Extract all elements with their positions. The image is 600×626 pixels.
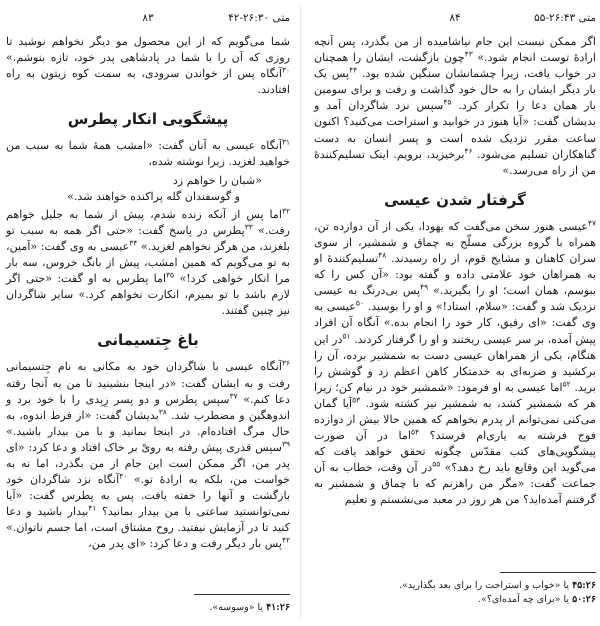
right-footnotes	[314, 572, 596, 607]
left-chapter-ref: متی ۲۶:۳۰-۴۲	[228, 12, 290, 24]
right-body-text	[314, 34, 596, 509]
paragraph: $^{۳۲}$اما پس از آنکه زنده شدم، پیش از شما به جلیل خواهم رفت.» $^{۳۳}$پطرس در پاسخ گفت: «حتی اگر همه به سبب تو بلغزند، من هرگز نخواهم لغزید.» $^{۳۴}$عیسی به وی گفت: «آمین، به تو می‌گویم که همین امشب، پیش از بانگ خروس، سه بار مرا انکار خواهی کرد!» $^{۳۵}$اما پطرس به او گفت: «حتی اگر لازم باشد با تو بمیرم، انکارت نخواهم کرد.» سایر شاگردان نیز چنین گفتند.	[6, 206, 290, 318]
verse-number: ۳۲	[281, 206, 290, 216]
verse-number: ۳۳	[244, 222, 253, 232]
poetry-line: «شبان را خواهم زد	[172, 173, 262, 187]
paragraph: شما می‌گویم که از این محصول مو دیگر نخواهم نوشید تا روزی که آن را با شما در پادشاهی پدر خود، تازه بنوشم.» $^{۳۰}$آنگاه پس از خواندن سرودی، به سمت کوه زیتون به راه افتادند.	[6, 35, 290, 97]
gutter-divider	[300, 6, 301, 618]
verse-number: ۳۵	[166, 270, 175, 280]
verse-number: ۴۷	[587, 218, 596, 228]
poetry-line: و گوسفندان گله پراکنده خواهند شد.»	[67, 189, 240, 203]
left-footnotes	[6, 594, 290, 615]
verse-number: ۴۲	[281, 535, 290, 545]
section-heading: باغ جِتسیمانی	[97, 331, 199, 350]
verse-number: ۵۱	[342, 330, 351, 340]
left-page-number: ۸۳	[142, 12, 154, 24]
verse-number: ۴۵	[443, 97, 452, 107]
verse-number: ۳۰	[281, 65, 290, 75]
verse-number: ۵۴	[410, 427, 420, 437]
left-body-text	[6, 34, 290, 553]
paragraph: اگر ممکن نیست این جام نیاشامیده از من بگذرد، پس آنچه ارادهٔ توست انجام شود.» $^{۴۳}$چون بازگشت، ایشان را همچنان در خواب یافت، زیرا چشمانشان سنگین شده بود. $^{۴۴}$پس یک بار دیگر ایشان را به حال خود گذاشت و رفت و برای سومین بار همان دعا را تکرار کرد. $^{۴۵}$سپس نزد شاگردان آمد و بدیشان گفت: «آیا هنوز در خوابید و استراحت می‌کنید؟ اکنون ساعت مقرر نزدیک شده است و پسر انسان به دست گناهکاران تسلیم می‌شود. $^{۴۶}$برخیزید، برویم. اینک تسلیم‌کنندهٔ من از راه می‌رسد.»	[314, 35, 597, 177]
poetry-quote	[6, 173, 290, 205]
verse-number: ۳۸	[158, 407, 167, 416]
verse-number: ۳۹	[281, 439, 290, 449]
verse-number: ۴۱	[88, 503, 97, 513]
footnote: ۴۵:۲۶ یا «خواب و استراحت را برای بعد بگذارید».	[399, 580, 596, 591]
paragraph: $^{۴۷}$عیسی هنوز سخن می‌گفت که یهودا، یکی از آن دوازده تن، همراه با گروه بزرگی مسلّح به چماق و شمشیر، از سوی سران کاهنان و مشایخ قوم، از راه رسیدند. $^{۴۸}$تسلیم‌کنندهٔ او به همراهان خود علامتی داده و گفته بود: «آن کس را که ببوسم، همان است؛ او را بگیرید.» $^{۴۹}$پس بی‌درنگ به عیسی نزدیک شد و گفت: «سلام، استاد!» و او را بوسید. $^{۵۰}$عیسی به وی گفت: «ای رفیق، کار خود را انجام بده.» آنگاه آن افراد پیش آمده، بر سر عیسی ریختند و او را گرفتار کردند. $^{۵۱}$در این هنگام، یکی از همراهان عیسی دست به شمشیر برده، آن را برکشید و ضربه‌ای به خدمتکار کاهن اعظم زد و گوشش را برید. $^{۵۲}$اما عیسی به او فرمود: «شمشیر خود در نیام کن؛ زیرا هر که شمشیر کشد، به شمشیر نیز کشته شود. $^{۵۳}$آیا گمان می‌کنی نمی‌توانم از پدرم بخواهم که همین حالا بیش از دوازده فوج فرشته به یاری‌ام فرستد؟ $^{۵۴}$اما در آن صورت پیشگویی‌های کتب مقدّس چگونه تحقق خواهد یافت که می‌گوید این وقایع باید رخ دهد؟» $^{۵۵}$در آن وقت، خطاب به آن جماعت گفت: «مگر من راهزنم که با چماق و شمشیر به گرفتنم آمده‌اید؟ من هر روز در معبد می‌نشستم و تعلیم	[314, 218, 597, 507]
left-page	[6, 0, 290, 626]
verse-number: ۵۳	[352, 395, 361, 405]
right-running-head	[314, 10, 596, 26]
verse-number: ۴۸	[378, 250, 387, 260]
paragraph: $^{۳۱}$آنگاه عیسی به آنان گفت: «امشب همهٔ شما به سبب من خواهید لغزید. زیرا نوشته شده،	[6, 137, 290, 169]
left-running-head	[6, 10, 290, 26]
verse-number: ۳۶	[281, 358, 290, 368]
right-page-number: ۸۴	[449, 12, 461, 24]
right-page	[314, 0, 596, 626]
verse-number: ۵۰	[355, 298, 364, 308]
verse-number: ۳۱	[281, 137, 290, 147]
verse-number: ۳۴	[129, 238, 138, 248]
footnote-rule	[500, 572, 596, 573]
verse-number: ۴۴	[349, 65, 358, 75]
footnote: ۴۱:۲۶ یا «وسوسه».	[209, 602, 290, 613]
verse-number: ۵۲	[562, 379, 571, 389]
paragraph: $^{۳۶}$آنگاه عیسی با شاگردان خود به مکانی به نام جِتسیمانی رفت و به ایشان گفت: «در اینجا بنشینید تا من به آنجا رفته دعا کنم.» $^{۳۷}$سپس پطرس و دو پسر زِبِدی را با خود برد و اندوهگین و مضطرب شد. $^{۳۸}$بدیشان گفت: «از فرط اندوه، به حال مرگ افتاده‌ام. در اینجا بمانید و با من بیدار باشید.» $^{۳۹}$سپس قدری پیش رفته به رویْ بر خاک افتاد و دعا کرد: «ای پدر من، اگر ممکن است این جام از من بگذرد، اما نه به خواست من، بلکه به ارادهٔ تو.» $^{۴۰}$آنگاه نزد شاگردان خود بازگشت و آنها را خفته یافت. پس به پطرس گفت: «آیا نمی‌توانستید ساعتی با من بیدار بمانید؟ $^{۴۱}$بیدار باشید و دعا کنید تا در آزمایش نیفتید. روح مشتاق است، اما جسم ناتوان.» $^{۴۲}$پس بار دیگر رفت و دعا کرد: «ای پدر من،	[6, 358, 290, 551]
footnote-rule	[194, 594, 290, 595]
section-heading: گرفتار شدن عیسی	[384, 190, 526, 209]
section-heading: پیشگویی انکار پطرس	[67, 110, 229, 129]
verse-number: ۴۰	[119, 471, 128, 481]
verse-number: ۵۵	[432, 459, 441, 469]
verse-number: ۴۳	[464, 49, 473, 59]
right-chapter-ref: متی ۲۶:۴۳-۵۵	[534, 12, 596, 24]
verse-number: ۳۷	[229, 390, 238, 400]
verse-number: ۴۶	[464, 145, 473, 155]
footnote: ۵۰:۲۶ یا «برای چه آمده‌ای؟».	[478, 594, 596, 605]
verse-number: ۴۹	[420, 282, 429, 292]
